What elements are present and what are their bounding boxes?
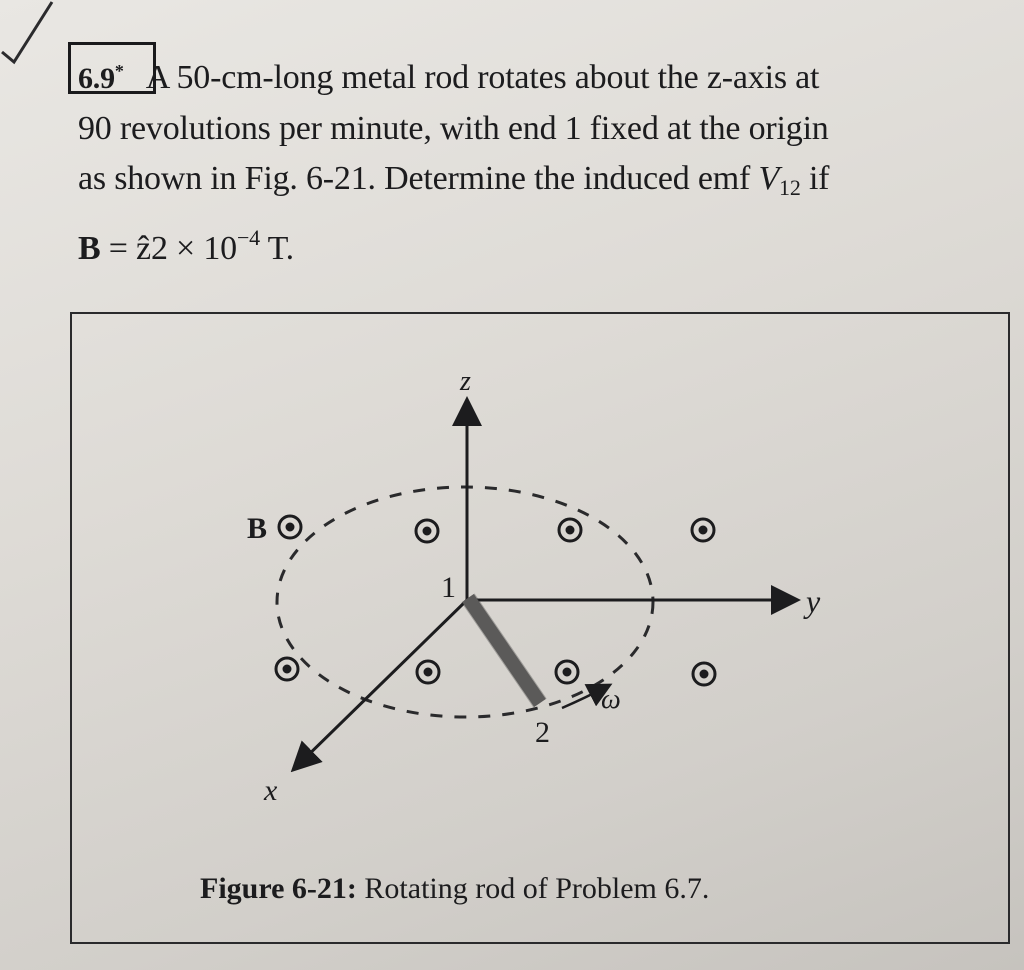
emf-subscript: 12 xyxy=(779,175,801,200)
rod-outline xyxy=(468,598,540,703)
field-dot-icon xyxy=(279,516,301,538)
field-exponent: −4 xyxy=(236,225,260,250)
field-unit: T. xyxy=(259,230,294,267)
field-dot-icon xyxy=(416,520,438,542)
field-label: B xyxy=(247,512,268,545)
rod-end-2-label: 2 xyxy=(535,716,550,749)
problem-line-2: 90 revolutions per minute, with end 1 fixed at the origin xyxy=(78,110,829,147)
field-dot-icon xyxy=(556,661,578,683)
x-axis xyxy=(295,600,467,768)
field-dot-icon xyxy=(276,658,298,680)
figure-caption xyxy=(200,872,709,906)
problem-number-value: 6.9 xyxy=(78,62,115,95)
field-dot-icon xyxy=(417,661,439,683)
y-axis-label: y xyxy=(806,583,821,619)
caption-text: Rotating rod of Problem 6.7. xyxy=(356,872,710,905)
field-dot-icon xyxy=(559,519,581,541)
field-dot-icon xyxy=(693,663,715,685)
problem-line-3-text: as shown in Fig. 6-21. Determine the induced emf xyxy=(78,160,759,197)
omega-label: ω xyxy=(601,684,621,715)
emf-symbol: V xyxy=(758,160,780,197)
rod-end-1-label: 1 xyxy=(441,571,456,604)
field-value: = ẑ2 × 10 xyxy=(100,230,237,267)
x-axis-label: x xyxy=(264,774,278,807)
problem-line-1-text: A 50-cm-long metal rod rotates about the z-axis at xyxy=(145,59,820,96)
caption-label: Figure 6-21: xyxy=(200,872,357,905)
field-dot-icon xyxy=(692,519,714,541)
field-symbol: B xyxy=(78,230,101,267)
problem-number-star: * xyxy=(114,61,124,81)
z-axis-label: z xyxy=(460,366,471,397)
problem-line-3-suffix: if xyxy=(800,160,830,197)
